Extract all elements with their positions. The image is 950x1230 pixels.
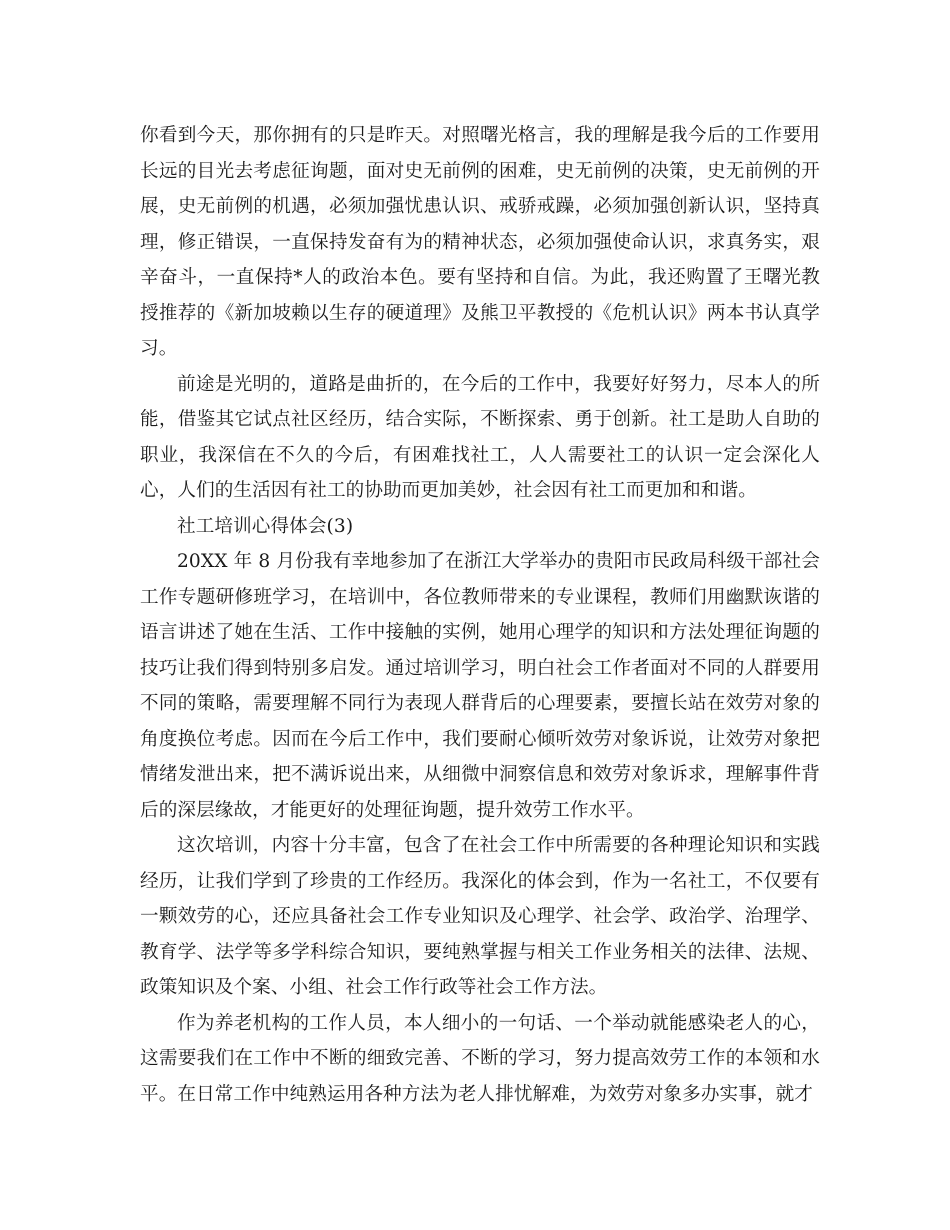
paragraph-elderly-care: 作为养老机构的工作人员，本人细小的一句话、一个举动就能感染老人的心，这需要我们在工作中不断的细致完善、不断的学习，努力提高效劳工作的本领和水平。在日常工作中纯熟运用各种方法为老人排忧解难，为效劳对象多办实事，就才 bbox=[140, 1012, 820, 1105]
paragraph-training-intro: 20XX 年 8 月份我有幸地参加了在浙江大学举办的贵阳市民政局科级干部社会工作专题研修班学习，在培训中，各位教师带来的专业课程，教师们用幽默诙谐的语言讲述了她在生活、工作中接触的实例，她用心理学的知识和方法处理征询题的技巧让我们得到特别多启发。通过培训学习，明白社会工作者面对不同的人群要用不同的策略，需要理解不同行为表现人群背后的心理要素，要擅长站在效劳对象的角度换位考虑。因而在今后工作中，我们要耐心倾听效劳对象诉说，让效劳对象把情绪发泄出来，把不满诉说出来，从细微中洞察信息和效劳对象诉求，理解事件背后的深层缘故，才能更好的处理征询题，提升效劳工作水平。 bbox=[140, 551, 820, 821]
document-body bbox=[140, 118, 820, 1112]
section-heading: 社工培训心得体会(3) bbox=[177, 515, 354, 537]
paragraph-future-outlook: 前途是光明的，道路是曲折的，在今后的工作中，我要好好努力，尽本人的所能，借鉴其它试点社区经历，结合实际，不断探索、勇于创新。社工是助人自助的职业，我深信在不久的今后，有困难找社工，人人需要社工的认识一定会深化人心，人们的生活因有社工的协助而更加美妙，社会因有社工而更加和和谐。 bbox=[140, 373, 820, 501]
paragraph-continuation: 你看到今天，那你拥有的只是昨天。对照曙光格言，我的理解是我今后的工作要用长远的目光去考虑征询题，面对史无前例的困难，史无前例的决策，史无前例的开展，史无前例的机遇，必须加强忧患认识、戒骄戒躁，必须加强创新认识，坚持真理，修正错误，一直保持发奋有为的精神状态，必须加强使命认识，求真务实，艰辛奋斗，一直保持*人的政治本色。要有坚持和自信。为此，我还购置了王曙光教授推荐的《新加坡赖以生存的硬道理》及熊卫平教授的《危机认识》两本书认真学习。 bbox=[140, 125, 820, 359]
paragraph-training-content: 这次培训，内容十分丰富，包含了在社会工作中所需要的各种理论知识和实践经历，让我们学到了珍贵的工作经历。我深化的体会到，作为一名社工，不仅要有一颗效劳的心，还应具备社会工作专业知识及心理学、社会学、政治学、治理学、教育学、法学等多学科综合知识，要纯熟掌握与相关工作业务相关的法律、法规、政策知识及个案、小组、社会工作行政等社会工作方法。 bbox=[140, 835, 820, 998]
